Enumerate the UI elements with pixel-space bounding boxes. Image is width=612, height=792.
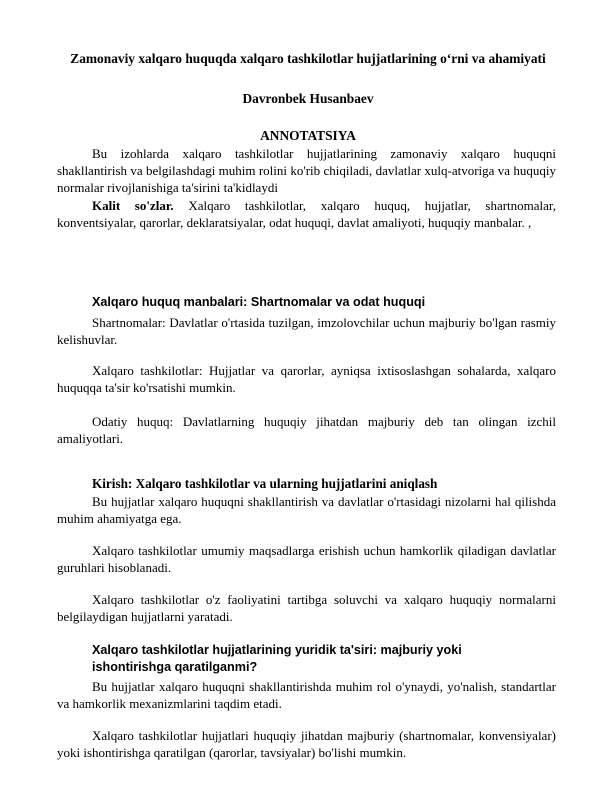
- section-heading-line: Xalqaro tashkilotlar hujjatlarining yuridik ta'siri: majburiy yoki: [92, 643, 462, 657]
- section-paragraph: Shartnomalar: Davlatlar o'rtasida tuzilgan, imzolovchilar uchun majburiy bo'lgan rasmiy kelishuvlar.: [57, 315, 556, 347]
- section-paragraph: Xalqaro tashkilotlar: Hujjatlar va qarorlar, ayniqsa ixtisoslashgan sohalarda, xalqaro huquqqa ta'sir ko'rsatishi mumkin.: [57, 363, 556, 395]
- abstract-heading: ANNOTATSIYA: [260, 128, 356, 143]
- keywords-text: Xalqaro tashkilotlar, xalqaro huquq, hujjatlar, shartnomalar, konventsiyalar, qarorlar, deklaratsiyalar, odat huquqi, davlat amaliyoti, huquqiy manbalar. ,: [57, 198, 556, 230]
- section-heading-legal-effect: [92, 642, 492, 676]
- section-paragraph: Odatiy huquq: Davlatlarning huquqiy jihatdan majburiy deb tan olingan izchil amaliyotlari.: [57, 414, 556, 446]
- keywords-label: Kalit so'zlar.: [92, 198, 174, 213]
- paper-title: Zamonaviy xalqaro huquqda xalqaro tashkilotlar hujjatlarining o‘rni va ahamiyati: [70, 51, 546, 66]
- paper-author: Davronbek Husanbaev: [242, 91, 374, 106]
- section-heading-introduction: Kirish: Xalqaro tashkilotlar va ularning hujjatlarini aniqlash: [92, 476, 438, 491]
- section-paragraph: Bu hujjatlar xalqaro huquqni shakllantirish va davlatlar o'rtasidagi nizolarni hal qilishda muhim ahamiyatga ega.: [57, 494, 556, 526]
- section-paragraph: Xalqaro tashkilotlar umumiy maqsadlarga erishish uchun hamkorlik qiladigan davlatlar guruhlari hisoblanadi.: [57, 543, 556, 575]
- section-paragraph: Xalqaro tashkilotlar o'z faoliyatini tartibga soluvchi va xalqaro huquqiy normalarni belgilaydigan hujjatlarni yaratadi.: [57, 592, 556, 624]
- section-paragraph: Bu hujjatlar xalqaro huquqni shakllantirishda muhim rol o'ynaydi, yo'nalish, standartlar va hamkorlik mexanizmlarini taqdim etadi.: [57, 679, 556, 711]
- abstract-paragraph: Bu izohlarda xalqaro tashkilotlar hujjatlarining zamonaviy xalqaro huquqni shakllantirish va belgilashdagi muhim rolini ko'rib chiqiladi, davlatlar xulq-atvoriga va huquqiy normalar rivojlanishiga ta'sirini ta'kidlaydi: [57, 146, 556, 195]
- section-heading-line: ishontirishga qaratilganmi?: [92, 660, 258, 674]
- section-heading-sources: Xalqaro huquq manbalari: Shartnomalar va odat huquqi: [92, 295, 426, 309]
- section-paragraph: Xalqaro tashkilotlar hujjatlari huquqiy jihatdan majburiy (shartnomalar, konvensiyalar) yoki ishontirishga qaratilgan (qarorlar, tavsiyalar) bo'lishi mumkin.: [57, 728, 556, 760]
- keywords-paragraph: [57, 197, 556, 231]
